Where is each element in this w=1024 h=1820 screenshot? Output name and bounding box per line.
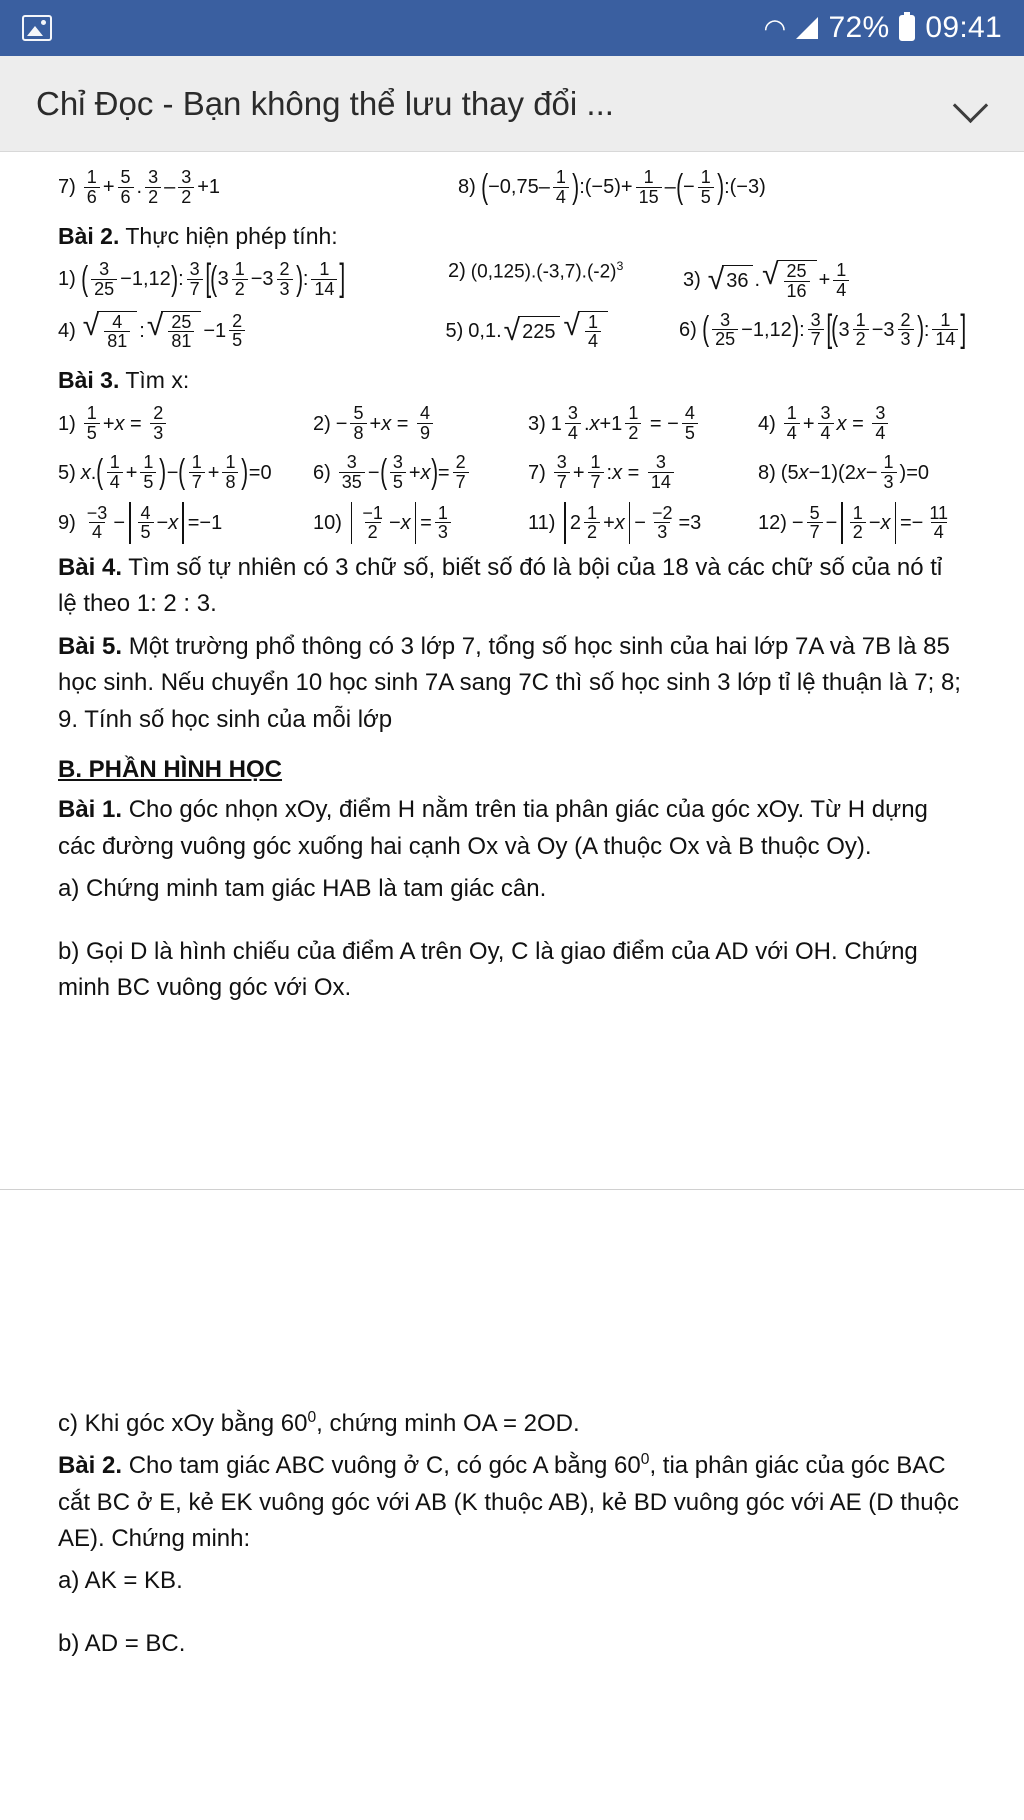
document-page-2 bbox=[0, 1406, 1024, 1663]
page-spacer bbox=[0, 1340, 1024, 1400]
math-item-3-9: 9) $\frac{-3}{4}$ − $\frac{4}{5}$ − x =−1 bbox=[58, 502, 223, 543]
item-number: 3) bbox=[528, 412, 546, 435]
math-item-3-10: 10) $\frac{-1}{2}$ − x = $\frac{1}{3}$ bbox=[313, 502, 528, 544]
bai4-text: Tìm số tự nhiên có 3 chữ số, biết số đó là bội của 18 và các chữ số của nó tỉ lệ theo 1: 2 : 3. bbox=[58, 553, 943, 618]
item-number: 5) bbox=[58, 461, 76, 484]
math-item-3-8: 8) (5 x −1)(2 x − $\frac{1}{3}$ )=0 bbox=[758, 452, 930, 493]
bai3-text: Tìm x: bbox=[125, 367, 190, 394]
bai5-paragraph bbox=[58, 629, 966, 738]
exercise-row bbox=[58, 308, 967, 352]
hinhhoc-bai1-paragraph bbox=[58, 792, 966, 865]
bai2-heading bbox=[58, 223, 966, 250]
status-bar bbox=[0, 0, 1024, 56]
hinhhoc-bai1-a: a) Chứng minh tam giác HAB là tam giác cân. bbox=[58, 875, 547, 903]
bai5-text: Một trường phổ thông có 3 lớp 7, tổng số học sinh của hai lớp 7A và 7B là 85 học sinh. Nếu chuyển 10 học sinh 7A sang 7C thì số học sinh 3 lớp tỉ lệ thuận là 7; 8; 9. Tính số học sinh của mỗi lớp bbox=[58, 632, 961, 733]
document-view[interactable] bbox=[0, 152, 1024, 1662]
item-number: 9) bbox=[58, 511, 76, 534]
math-item-2-1: 1) ( $\frac{3}{25}$ −1,12 ) : $\frac{3}{7}$ [ ( 3 $\frac{1}{2}$ −3 $\frac{2}{3}$ ) : $\frac{1}{14}$ ] bbox=[58, 257, 346, 300]
exercise-row bbox=[58, 168, 966, 207]
status-bar-left bbox=[22, 15, 52, 41]
bai2-label: Bài 2. bbox=[58, 222, 120, 249]
section-heading-b: B. PHẦN HÌNH HỌC bbox=[58, 756, 283, 784]
document-page bbox=[0, 168, 1024, 1007]
math-item-2-5: 5) 0,1. √ 225 √ $\frac{1}{4}$ bbox=[446, 311, 679, 352]
hinhhoc-bai2-text-prefix: Cho tam giác ABC vuông ở C, có góc A bằng 60 bbox=[128, 1452, 641, 1480]
item-number: 6) bbox=[678, 318, 697, 341]
battery-percent-label: 72% bbox=[828, 11, 890, 44]
hinhhoc-bai1-b: b) Gọi D là hình chiếu của điểm A trên Oy, C là giao điểm của AD với OH. Chứng minh BC vuông góc với Ox. bbox=[58, 937, 918, 1002]
hinhhoc-bai1-c-prefix: c) Khi góc xOy bằng 60 bbox=[58, 1409, 308, 1437]
hinhhoc-bai1-text: Cho góc nhọn xOy, điểm H nằm trên tia phân giác của góc xOy. Từ H dựng các đường vuông góc xuống hai cạnh Ox và Oy (A thuộc Ox và B thuộc Oy). bbox=[58, 796, 928, 860]
math-item-2-4: 4) √ $\frac{4}{81}$ : √ $\frac{25}{81}$ −1 $\frac{2}{5}$ bbox=[58, 311, 446, 352]
math-item-3-12: 12) − $\frac{5}{7}$ − $\frac{1}{2}$ − x =− $\frac{11}{4}$ bbox=[758, 502, 949, 543]
bai2-text: Thực hiện phép tính: bbox=[125, 222, 338, 249]
page-spacer bbox=[0, 1013, 1024, 1163]
item-number: 12) bbox=[758, 511, 787, 534]
status-bar-right bbox=[763, 11, 1002, 45]
clock-label: 09:41 bbox=[925, 11, 1002, 44]
bai3-label: Bài 3. bbox=[58, 367, 120, 394]
item-number: 10) bbox=[313, 511, 342, 534]
page-spacer bbox=[0, 1190, 1024, 1340]
page-title: Chỉ Đọc - Bạn không thể lưu thay đổi ... bbox=[36, 84, 614, 122]
exercise-row bbox=[58, 257, 966, 301]
bai5-label: Bài 5. bbox=[58, 632, 123, 660]
bai3-heading bbox=[58, 367, 966, 394]
item-number: 8) bbox=[758, 461, 776, 484]
exercise-row bbox=[58, 453, 966, 492]
item-number: 11) bbox=[528, 511, 556, 534]
item-number: 6) bbox=[313, 461, 331, 484]
hinhhoc-bai1-c-suffix: , chứng minh OA = 2OD. bbox=[316, 1409, 580, 1437]
math-item-3-1: 1) $\frac{1}{5}$ + x = $\frac{2}{3}$ bbox=[58, 404, 313, 443]
item-number: 7) bbox=[528, 461, 546, 484]
app-bar bbox=[0, 56, 1024, 152]
wifi-icon: ◠ bbox=[763, 13, 787, 43]
item-number: 8) bbox=[458, 176, 476, 199]
degree-superscript: 0 bbox=[307, 1408, 317, 1426]
item-number: 7) bbox=[58, 176, 76, 199]
item-number: 4) bbox=[758, 412, 776, 435]
item-number: 3) bbox=[683, 269, 701, 292]
math-item-8: 8) ( −0,75– $\frac{1}{4}$ ) :(−5)+ $\frac{1}{15}$ – ( − $\frac{1}{5}$ ) :(−3) bbox=[458, 167, 766, 207]
math-item-3-7: 7) $\frac{3}{7}$ + $\frac{1}{7}$ : x = $\frac{3}{14}$ bbox=[528, 453, 758, 492]
exercise-row bbox=[58, 404, 966, 443]
battery-icon bbox=[899, 15, 915, 41]
item-number: 1) bbox=[58, 268, 76, 291]
math-item-3-2: 2) − $\frac{5}{8}$ + x = $\frac{4}{9}$ bbox=[313, 404, 528, 443]
hinhhoc-bai2-b: b) AD = BC. bbox=[58, 1629, 186, 1657]
degree-superscript: 0 bbox=[640, 1451, 650, 1469]
math-item-2-6: 6) ( $\frac{3}{25}$ −1,12 ) : $\frac{3}{7}$ [ ( 3 $\frac{1}{2}$ −3 $\frac{2}{3}$ ) : $\frac{1}{14}$ ] bbox=[678, 308, 967, 351]
item-number: 4) bbox=[58, 319, 76, 342]
bai4-paragraph bbox=[58, 550, 966, 623]
chevron-down-icon[interactable] bbox=[954, 87, 988, 121]
bai4-label: Bài 4. bbox=[58, 553, 123, 581]
hinhhoc-bai2-a: a) AK = KB. bbox=[58, 1567, 183, 1595]
math-item-3-4: 4) $\frac{1}{4}$ + $\frac{3}{4}$ x = $\frac{3}{4}$ bbox=[758, 404, 891, 443]
signal-icon bbox=[796, 17, 818, 39]
item-number: 2) bbox=[448, 260, 466, 283]
hinhhoc-bai2-label: Bài 2. bbox=[58, 1452, 123, 1480]
exercise-row bbox=[58, 502, 966, 544]
hinhhoc-bai2-paragraph bbox=[58, 1448, 966, 1557]
math-item-7: 7) $\frac{1}{6}$ + $\frac{5}{6}$ . $\frac{3}{2}$ – $\frac{3}{2}$ +1 bbox=[58, 167, 221, 207]
image-icon bbox=[22, 15, 52, 41]
item-number: 2) bbox=[313, 412, 331, 435]
math-item-3-6: 6) $\frac{3}{35}$ − ( $\frac{3}{5}$ + x ) = $\frac{2}{7}$ bbox=[313, 453, 528, 492]
math-item-3-5: 5) x . ( $\frac{1}{4}$ + $\frac{1}{5}$ ) − ( $\frac{1}{7}$ + $\frac{1}{8}$ ) =0 bbox=[58, 452, 272, 493]
math-item-2-3: 3) √ 36 . √ $\frac{25}{16}$ + $\frac{1}{4}$ bbox=[683, 260, 852, 301]
hinhhoc-bai2-text-suffix: , tia phân giác của góc BAC cắt BC ở E, kẻ EK vuông góc với AB (K thuộc AB), kẻ BD vuông góc với AE (D thuộc AE). Chứng minh: bbox=[58, 1452, 959, 1552]
item-number: 5) bbox=[445, 319, 464, 342]
math-item-3-11: 11) 2 $\frac{1}{2}$ + x − $\frac{-2}{3}$ =3 bbox=[528, 502, 702, 543]
item-number: 1) bbox=[58, 412, 76, 435]
hinhhoc-bai1-label: Bài 1. bbox=[58, 796, 123, 824]
math-item-2-2: 2) $(0,125).(-3,7).(-2)^3$ bbox=[448, 258, 624, 283]
math-item-3-3: 3) 1 $\frac{3}{4}$ . x +1 $\frac{1}{2}$ = − $\frac{4}{5}$ bbox=[528, 404, 758, 443]
hinhhoc-bai1-c bbox=[58, 1406, 966, 1442]
